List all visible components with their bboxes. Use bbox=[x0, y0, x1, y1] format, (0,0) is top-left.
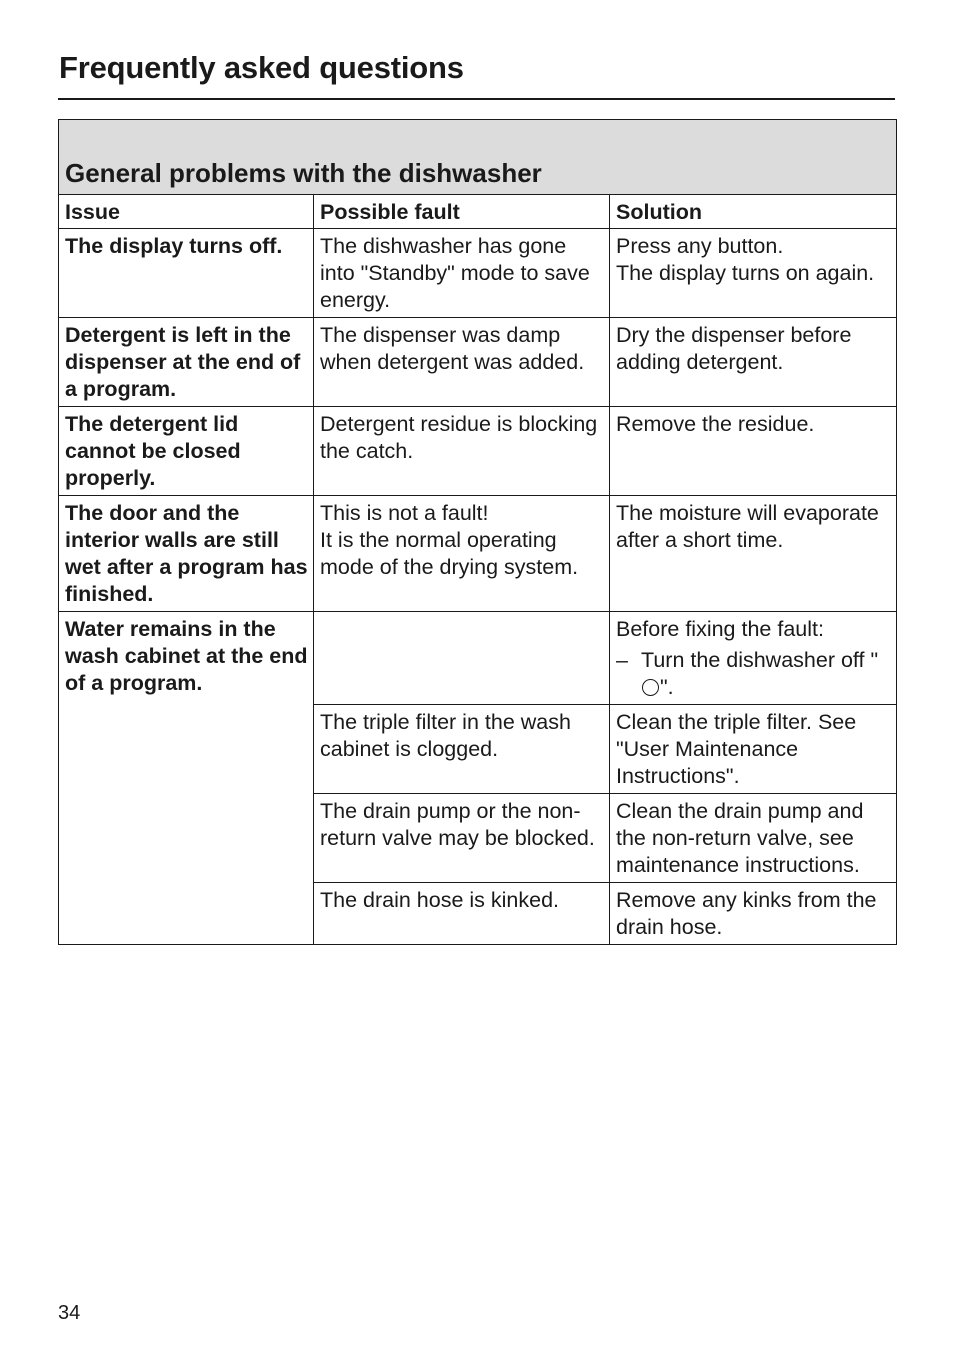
solution-cell: Clean the drain pump and the non-return valve, see maintenance instructions. bbox=[610, 794, 897, 883]
solution-step bbox=[616, 647, 892, 701]
fault-cell: Detergent residue is blocking the catch. bbox=[314, 407, 610, 496]
fault-cell: The drain pump or the non-return valve may be blocked. bbox=[314, 794, 610, 883]
issue-cell: The display turns off. bbox=[59, 229, 314, 318]
fault-cell: The triple filter in the wash cabinet is clogged. bbox=[314, 705, 610, 794]
fault-cell bbox=[314, 612, 610, 705]
issue-cell: The door and the interior walls are still wet after a program has finished. bbox=[59, 496, 314, 612]
solution-cell: Dry the dispenser before adding detergent. bbox=[610, 318, 897, 407]
fault-cell: The dishwasher has gone into "Standby" mode to save energy. bbox=[314, 229, 610, 318]
page-title: Frequently asked questions bbox=[59, 50, 464, 85]
solution-cell: Clean the triple filter. See "User Maintenance Instructions". bbox=[610, 705, 897, 794]
fault-line: It is the normal operating mode of the drying system. bbox=[320, 528, 579, 579]
column-header-row bbox=[59, 195, 897, 229]
table-row bbox=[59, 407, 897, 496]
power-off-circle-icon bbox=[642, 679, 659, 696]
solution-cell: Remove any kinks from the drain hose. bbox=[610, 883, 897, 945]
column-header-possible-fault: Possible fault bbox=[314, 195, 610, 229]
solution-line: Press any button. bbox=[616, 234, 784, 258]
solution-line: The display turns on again. bbox=[616, 261, 875, 285]
fault-line: This is not a fault! bbox=[320, 501, 489, 525]
fault-cell bbox=[314, 496, 610, 612]
page-number: 34 bbox=[58, 1302, 81, 1324]
section-title: General problems with the dishwasher bbox=[59, 120, 897, 195]
fault-cell: The dispenser was damp when detergent was added. bbox=[314, 318, 610, 407]
solution-cell: Remove the residue. bbox=[610, 407, 897, 496]
column-header-solution: Solution bbox=[610, 195, 897, 229]
solution-intro: Before fixing the fault: bbox=[616, 617, 824, 641]
title-divider bbox=[58, 98, 895, 100]
faq-table bbox=[58, 119, 897, 945]
issue-cell: Water remains in the wash cabinet at the end of a program. bbox=[59, 612, 314, 945]
solution-cell: The moisture will evaporate after a short time. bbox=[610, 496, 897, 612]
issue-cell: The detergent lid cannot be closed properly. bbox=[59, 407, 314, 496]
column-header-issue: Issue bbox=[59, 195, 314, 229]
table-row bbox=[59, 496, 897, 612]
section-header-row bbox=[59, 120, 897, 195]
issue-cell: Detergent is left in the dispenser at the end of a program. bbox=[59, 318, 314, 407]
solution-step-text: Turn the dishwasher off " bbox=[641, 648, 879, 672]
table-row bbox=[59, 318, 897, 407]
fault-cell: The drain hose is kinked. bbox=[314, 883, 610, 945]
solution-cell bbox=[610, 229, 897, 318]
dash-bullet: – bbox=[616, 648, 628, 672]
table-row bbox=[59, 612, 897, 705]
table-row bbox=[59, 229, 897, 318]
solution-cell bbox=[610, 612, 897, 705]
solution-step-end: ". bbox=[660, 675, 674, 699]
